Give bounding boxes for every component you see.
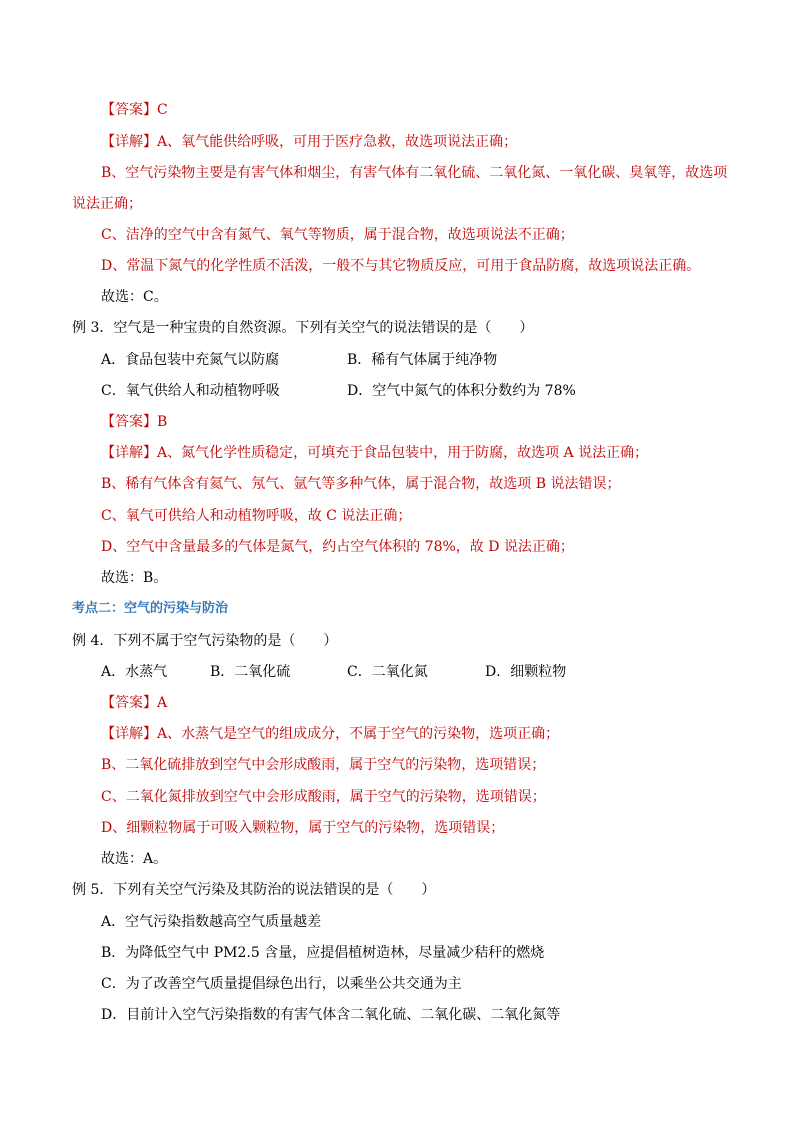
answer-line [101,693,167,713]
detail-text: A、氮气化学性质稳定，可填充于食品包装中，用于防腐，故选项 A 说法正确； [157,445,649,461]
option-a: A．水蒸气 [101,664,168,680]
question-stem: 例 3．空气是一种宝贵的自然资源。下列有关空气的说法错误的是（ ） [72,320,534,336]
detail-tag: 【详解】 [101,445,157,461]
answer-value: C [157,102,168,118]
detail-text: C、氧气可供给人和动植物呼吸，故 C 说法正确； [101,508,412,524]
question-stem: 例 4．下列不属于空气污染物的是（ ） [72,633,338,649]
option-b: B．为降低空气中 PM2.5 含量，应提倡植树造林，尽量减少秸秆的燃烧 [101,945,545,961]
detail-text: A、水蒸气是空气的组成成分，不属于空气的污染物，选项正确； [157,726,560,742]
option-d: D．空气中氮气的体积分数约为 78% [347,383,576,399]
option-b: B．稀有气体属于纯净物 [347,352,498,368]
choice-text: 故选：B。 [101,570,168,586]
answer-tag: 【答案】 [101,695,157,711]
detail-line [101,132,517,152]
answer-value: A [157,695,168,711]
detail-text: B、稀有气体含有氦气、氖气、氩气等多种气体，属于混合物，故选项 B 说法错误； [101,476,621,492]
section-heading: 考点二：空气的污染与防治 [72,601,229,616]
option-a: A．空气污染指数越高空气质量越差 [101,914,322,930]
detail-line [101,443,648,463]
detail-tag: 【详解】 [101,134,157,150]
detail-text: 说法正确； [72,196,142,212]
detail-text: C、二氧化氮排放到空气中会形成酸雨，属于空气的污染物，选项错误； [101,789,546,805]
option-d: D．细颗粒物 [485,664,567,680]
answer-line [101,100,168,120]
detail-text: D、细颗粒物属于可吸入颗粒物，属于空气的污染物，选项错误； [101,820,505,836]
detail-text: D、空气中含量最多的气体是氮气，约占空气体积的 78%，故 D 说法正确； [101,539,574,555]
option-c: C．为了改善空气质量提倡绿色出行，以乘坐公共交通为主 [101,976,462,992]
detail-line [101,724,559,744]
detail-text: C、洁净的空气中含有氮气、氧气等物质，属于混合物，故选项说法不正确； [101,227,574,243]
detail-text: B、空气污染物主要是有害气体和烟尘，有害气体有二氧化硫、二氧化氮、一氧化碳、臭氧等，故选项 [101,165,728,181]
option-a: A．食品包装中充氮气以防腐 [101,352,280,368]
detail-text: B、二氧化硫排放到空气中会形成酸雨，属于空气的污染物，选项错误； [101,757,546,773]
option-c: C．二氧化氮 [347,664,428,680]
question-stem: 例 5．下列有关空气污染及其防治的说法错误的是（ ） [72,882,436,898]
choice-text: 故选：A。 [101,851,168,867]
answer-tag: 【答案】 [101,102,157,118]
answer-tag: 【答案】 [101,414,157,430]
answer-line [101,412,167,432]
option-b: B．二氧化硫 [210,664,291,680]
option-c: C．氧气供给人和动植物呼吸 [101,383,280,399]
choice-text: 故选：C。 [101,289,168,305]
option-d: D．目前计入空气污染指数的有害气体含二氧化硫、二氧化碳、二氧化氮等 [101,1007,561,1023]
detail-text: D、常温下氮气的化学性质不活泼，一般不与其它物质反应，可用于食品防腐，故选项说法正确。 [101,258,701,274]
answer-value: B [157,414,168,430]
detail-text: A、氧气能供给呼吸，可用于医疗急救，故选项说法正确； [157,134,518,150]
detail-tag: 【详解】 [101,726,157,742]
